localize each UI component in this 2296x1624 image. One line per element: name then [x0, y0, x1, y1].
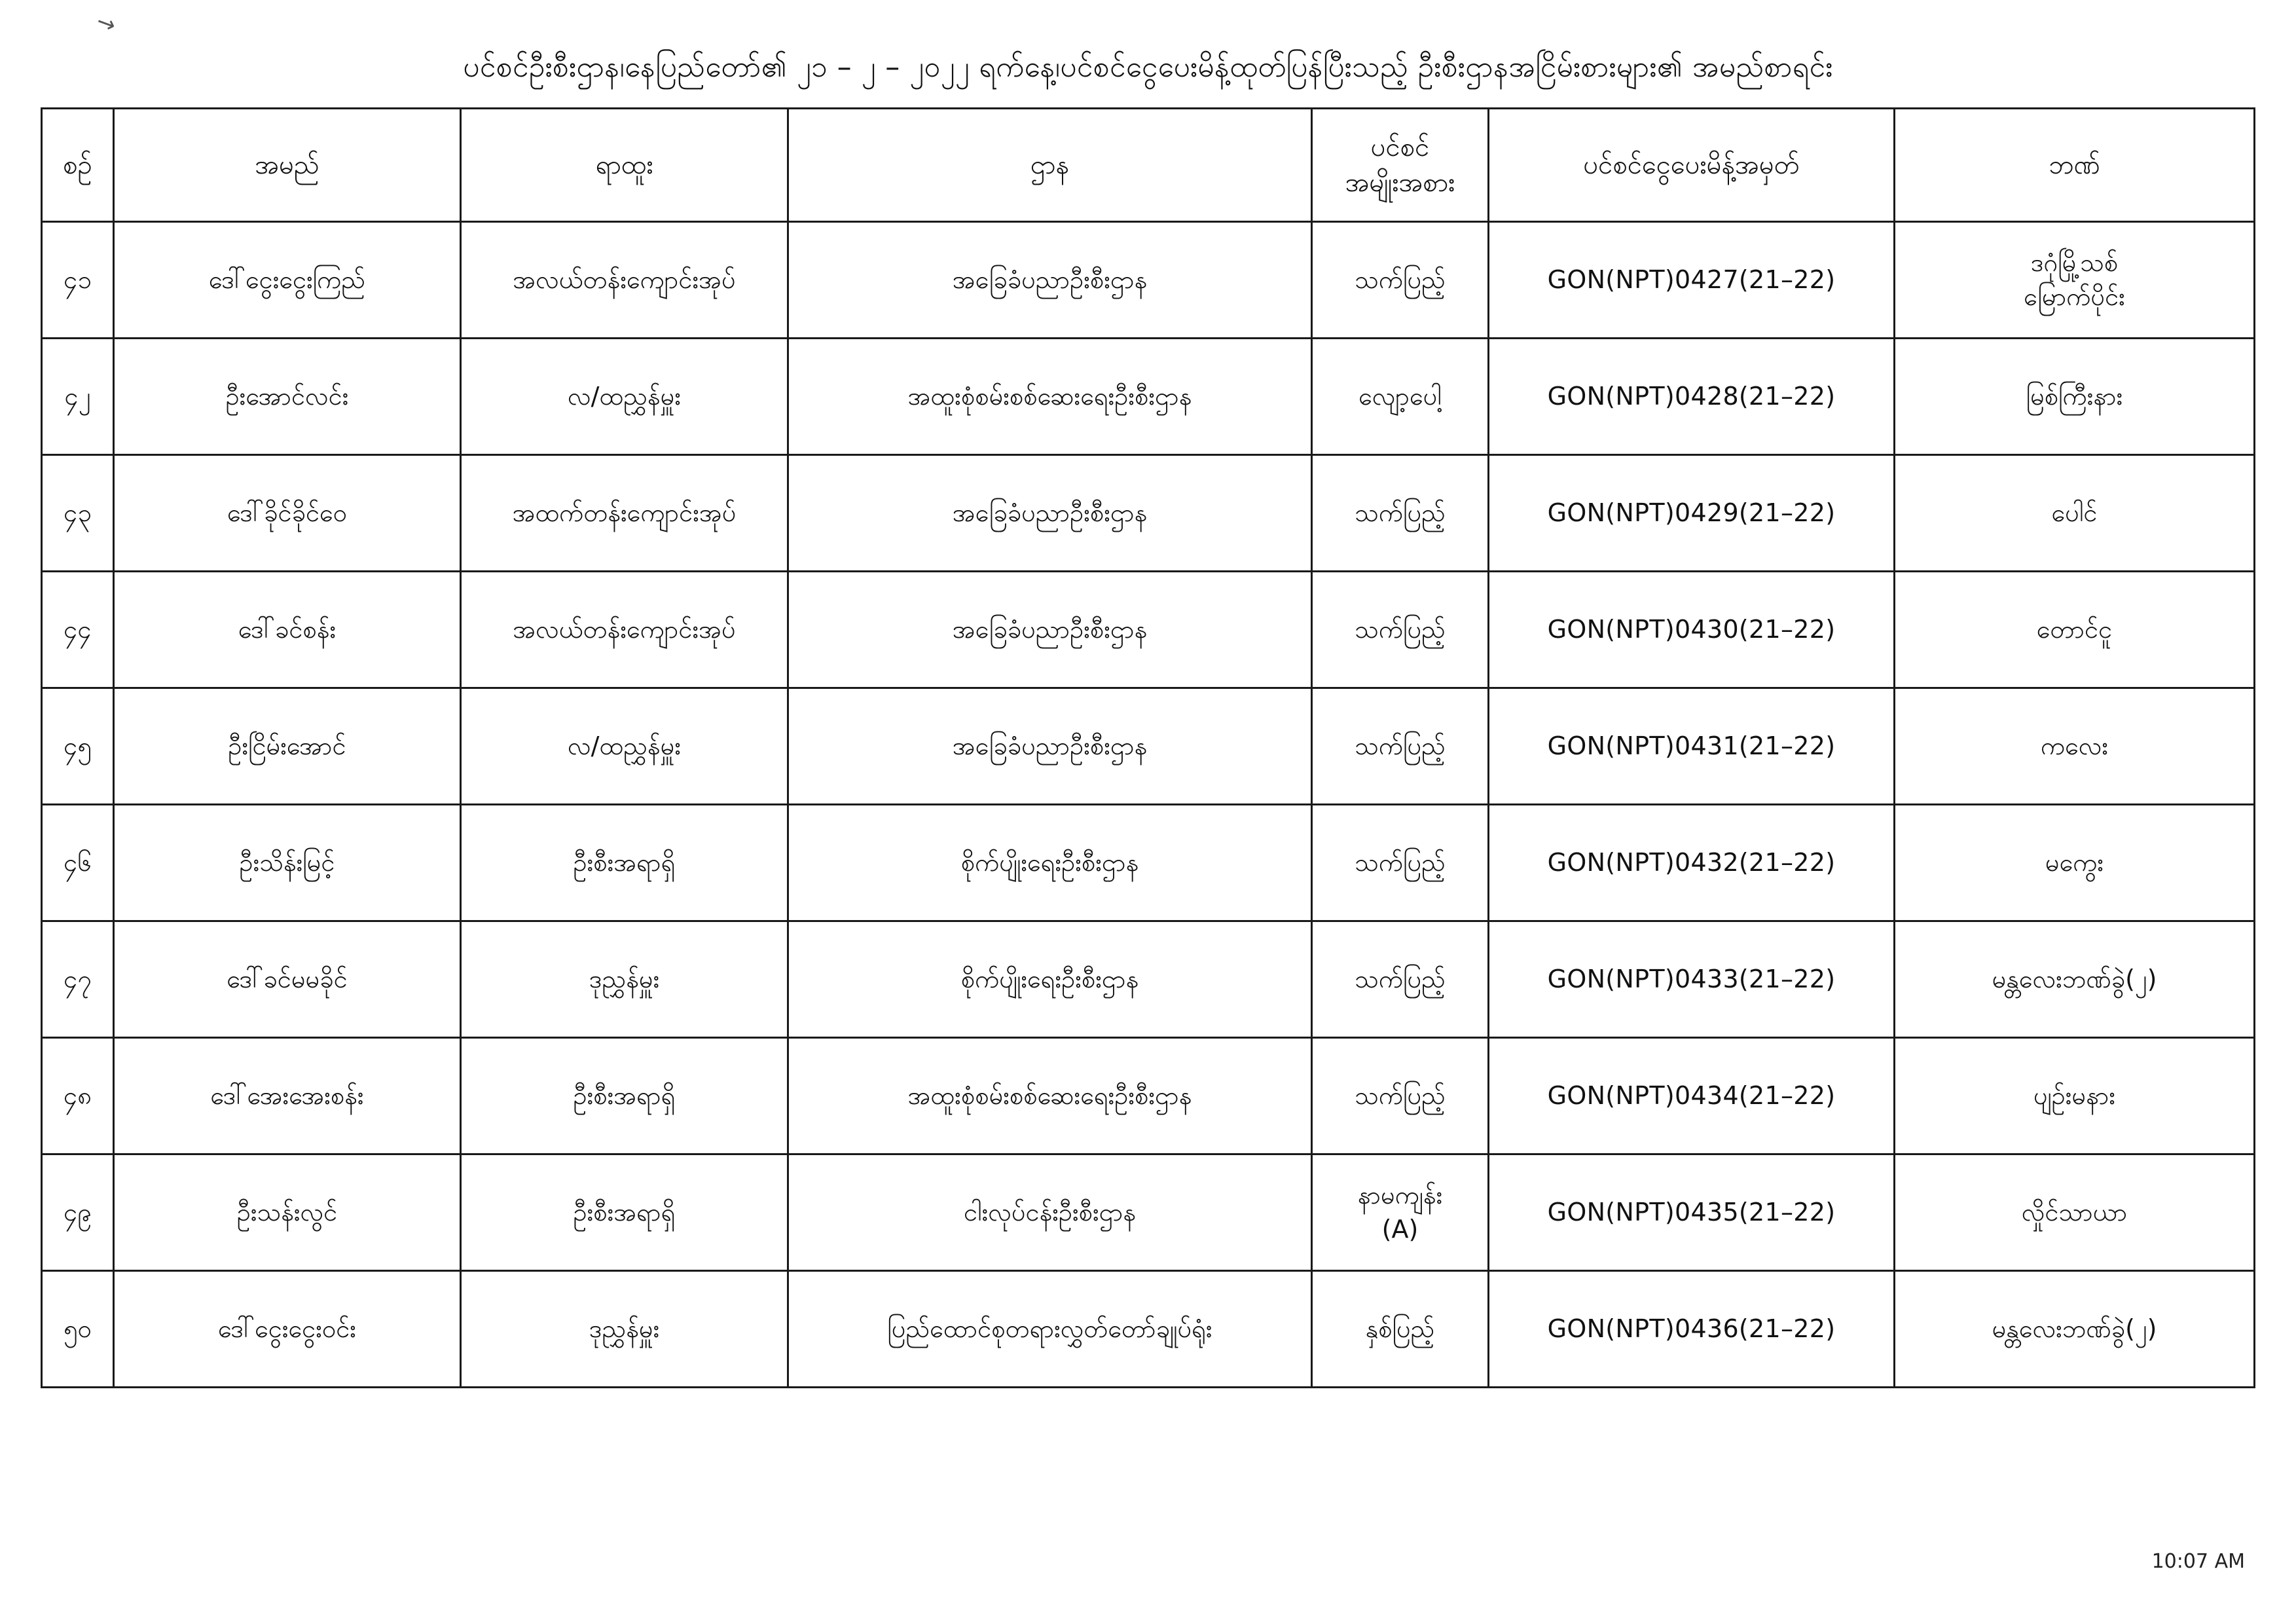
- table-header-row: [42, 109, 2255, 222]
- page-title: ပင်စင်ဦးစီးဌာန၊နေပြည်တော်၏ ၂၁ – ၂ – ၂၀၂၂ ရက်နေ့၊ပင်စင်ငွေပေးမိန့်ထုတ်ပြန်ပြီးသည့် ဦးစီးဌာနအငြိမ်းစားများ၏ အမည်စာရင်း: [463, 50, 1833, 84]
- cell-bank: မကွေး: [1895, 805, 2255, 921]
- cell-no: ၄၅: [42, 688, 114, 805]
- cell-department: ပြည်ထောင်စုတရားလွှတ်တော်ချုပ်ရုံး: [788, 1271, 1312, 1388]
- table-row: [42, 1271, 2255, 1388]
- cell-name: ဒေါ်ငွေးငွေးကြည်: [114, 222, 461, 339]
- cell-gon-number: GON(NPT)0436(21–22): [1489, 1271, 1895, 1388]
- cell-pension-type-line1: နာမကျန်း: [1357, 1181, 1443, 1210]
- cell-pension-type: သက်ပြည့်: [1312, 688, 1489, 805]
- pension-recipients-table: [41, 107, 2255, 1388]
- cell-no: ၄၃: [42, 455, 114, 572]
- cell-pension-type: [1312, 1154, 1489, 1271]
- cell-bank: မန္တလေးဘဏ်ခွဲ(၂): [1895, 921, 2255, 1038]
- table-body: [42, 222, 2255, 1388]
- cell-name: ဦးသိန်းမြင့်: [114, 805, 461, 921]
- column-header-pension-type-line2: အမျိုးအစား: [1345, 168, 1455, 198]
- cell-department: ငါးလုပ်ငန်းဦးစီးဌာန: [788, 1154, 1312, 1271]
- cell-no: ၄၈: [42, 1038, 114, 1154]
- cell-gon-number: GON(NPT)0431(21–22): [1489, 688, 1895, 805]
- cell-no: ၄၆: [42, 805, 114, 921]
- corner-pen-mark: ↘: [92, 7, 120, 39]
- table-row: [42, 805, 2255, 921]
- cell-department: အထူးစုံစမ်းစစ်ဆေးရေးဦးစီးဌာန: [788, 339, 1312, 455]
- cell-no: ၄၄: [42, 572, 114, 688]
- cell-pension-type: သက်ပြည့်: [1312, 455, 1489, 572]
- cell-bank: ပျဉ်းမနား: [1895, 1038, 2255, 1154]
- cell-gon-number: GON(NPT)0433(21–22): [1489, 921, 1895, 1038]
- table-row: [42, 455, 2255, 572]
- cell-name: ဒေါ်ခင်မမခိုင်: [114, 921, 461, 1038]
- cell-rank: လ/ထညွှန်မှူး: [461, 339, 788, 455]
- cell-no: ၄၉: [42, 1154, 114, 1271]
- cell-department: အခြေခံပညာဦးစီးဌာန: [788, 572, 1312, 688]
- cell-name: ဦးသန်းလွင်: [114, 1154, 461, 1271]
- cell-bank: လှိုင်သာယာ: [1895, 1154, 2255, 1271]
- cell-rank: ဒုညွှန်မှူး: [461, 1271, 788, 1388]
- cell-no: ၄၁: [42, 222, 114, 339]
- cell-rank: ဒုညွှန်မှူး: [461, 921, 788, 1038]
- cell-pension-type: သက်ပြည့်: [1312, 1038, 1489, 1154]
- table-header: [42, 109, 2255, 222]
- cell-department: စိုက်ပျိုးရေးဦးစီးဌာန: [788, 805, 1312, 921]
- cell-name: ဦးအောင်လင်း: [114, 339, 461, 455]
- cell-department: အထူးစုံစမ်းစစ်ဆေးရေးဦးစီးဌာန: [788, 1038, 1312, 1154]
- cell-pension-type: သက်ပြည့်: [1312, 921, 1489, 1038]
- column-header-no: စဉ်: [42, 109, 114, 222]
- cell-name: ဒေါ်ခိုင်ခိုင်ဝေ: [114, 455, 461, 572]
- cell-pension-type: နှစ်ပြည့်: [1312, 1271, 1489, 1388]
- cell-rank: လ/ထညွှန်မှူး: [461, 688, 788, 805]
- cell-rank: အထက်တန်းကျောင်းအုပ်: [461, 455, 788, 572]
- cell-pension-type: လျော့ပေါ့: [1312, 339, 1489, 455]
- table-row: [42, 1038, 2255, 1154]
- cell-bank: [1895, 222, 2255, 339]
- column-header-bank: ဘဏ်: [1895, 109, 2255, 222]
- cell-pension-type-line2: (A): [1381, 1214, 1419, 1244]
- column-header-pension-type: [1312, 109, 1489, 222]
- column-header-rank: ရာထူး: [461, 109, 788, 222]
- cell-pension-type: သက်ပြည့်: [1312, 572, 1489, 688]
- cell-name: ဒေါ်ငွေးငွေးဝင်း: [114, 1271, 461, 1388]
- cell-bank: ပေါင်: [1895, 455, 2255, 572]
- timestamp: 10:07 AM: [2151, 1550, 2245, 1573]
- cell-department: အခြေခံပညာဦးစီးဌာန: [788, 688, 1312, 805]
- cell-department: စိုက်ပျိုးရေးဦးစီးဌာန: [788, 921, 1312, 1038]
- cell-rank: ဦးစီးအရာရှိ: [461, 805, 788, 921]
- cell-rank: ဦးစီးအရာရှိ: [461, 1154, 788, 1271]
- cell-name: ဦးငြိမ်းအောင်: [114, 688, 461, 805]
- cell-bank: မြစ်ကြီးနား: [1895, 339, 2255, 455]
- cell-bank: ကလေး: [1895, 688, 2255, 805]
- table-row: [42, 222, 2255, 339]
- column-header-gon-number: ပင်စင်ငွေပေးမိန့်အမှတ်: [1489, 109, 1895, 222]
- cell-pension-type: သက်ပြည့်: [1312, 805, 1489, 921]
- cell-gon-number: GON(NPT)0427(21–22): [1489, 222, 1895, 339]
- cell-department: အခြေခံပညာဦးစီးဌာန: [788, 455, 1312, 572]
- table-row: [42, 921, 2255, 1038]
- cell-gon-number: GON(NPT)0430(21–22): [1489, 572, 1895, 688]
- table-row: [42, 572, 2255, 688]
- column-header-department: ဌာန: [788, 109, 1312, 222]
- column-header-pension-type-line1: ပင်စင်: [1370, 132, 1430, 162]
- cell-gon-number: GON(NPT)0432(21–22): [1489, 805, 1895, 921]
- cell-no: ၄၇: [42, 921, 114, 1038]
- cell-gon-number: GON(NPT)0429(21–22): [1489, 455, 1895, 572]
- cell-rank: အလယ်တန်းကျောင်းအုပ်: [461, 572, 788, 688]
- cell-gon-number: GON(NPT)0434(21–22): [1489, 1038, 1895, 1154]
- cell-rank: ဦးစီးအရာရှိ: [461, 1038, 788, 1154]
- cell-name: ဒေါ်ခင်စန်း: [114, 572, 461, 688]
- table-row: [42, 1154, 2255, 1271]
- column-header-name: အမည်: [114, 109, 461, 222]
- cell-gon-number: GON(NPT)0435(21–22): [1489, 1154, 1895, 1271]
- cell-no: ၄၂: [42, 339, 114, 455]
- table-row: [42, 339, 2255, 455]
- table-row: [42, 688, 2255, 805]
- cell-department: အခြေခံပညာဦးစီးဌာန: [788, 222, 1312, 339]
- cell-pension-type: သက်ပြည့်: [1312, 222, 1489, 339]
- cell-gon-number: GON(NPT)0428(21–22): [1489, 339, 1895, 455]
- cell-bank-line2: မြောက်ပိုင်း: [2024, 282, 2125, 311]
- cell-bank-line1: ဒဂုံမြို့သစ်: [2030, 248, 2119, 278]
- cell-bank: တောင်ငူ: [1895, 572, 2255, 688]
- cell-name: ဒေါ်အေးအေးစန်း: [114, 1038, 461, 1154]
- cell-bank: မန္တလေးဘဏ်ခွဲ(၂): [1895, 1271, 2255, 1388]
- cell-no: ၅၀: [42, 1271, 114, 1388]
- cell-rank: အလယ်တန်းကျောင်းအုပ်: [461, 222, 788, 339]
